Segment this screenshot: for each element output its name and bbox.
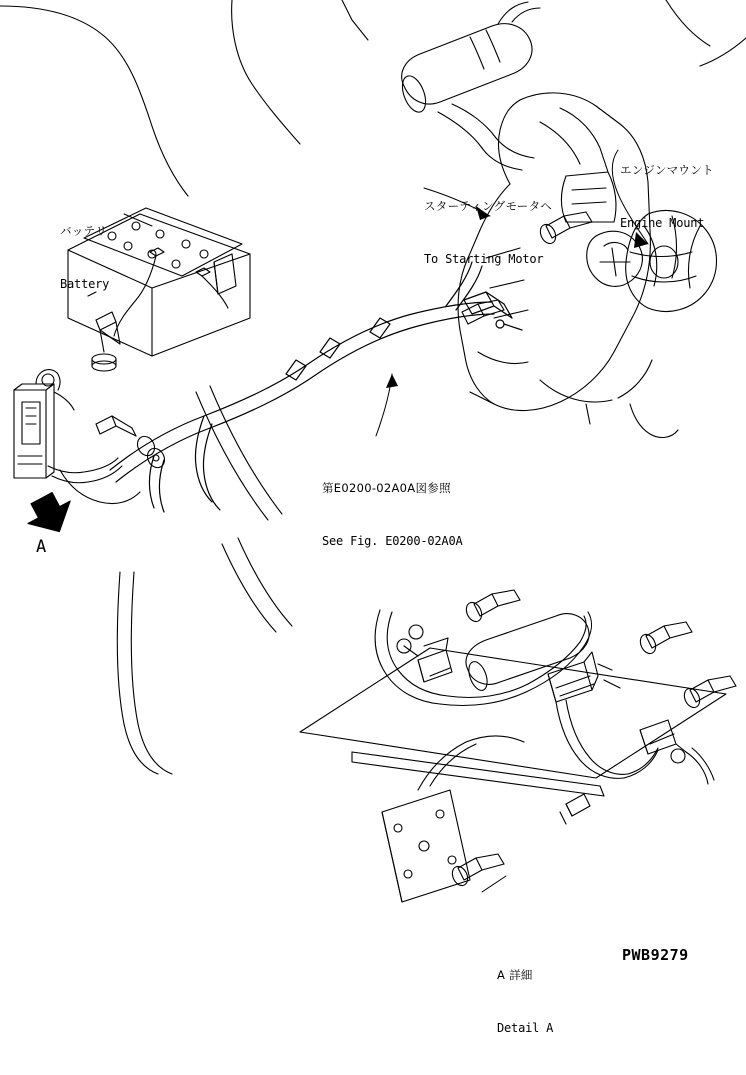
label-to-starting-motor xyxy=(424,160,552,306)
relay-box-assembly xyxy=(14,370,168,504)
label-engine-mount-en: Engine Mount xyxy=(620,216,705,231)
section-marker-a: A xyxy=(36,537,47,557)
label-see-figure-reference xyxy=(322,442,463,588)
label-see-figure-jp: 第E0200-02A0A図参照 xyxy=(322,481,451,496)
label-battery-en: Battery xyxy=(60,277,110,292)
label-see-figure-en: See Fig. E0200-02A0A xyxy=(322,534,463,549)
label-detail-a-jp: A 詳細 xyxy=(497,968,533,983)
section-arrow-a xyxy=(20,487,80,543)
label-engine-mount xyxy=(620,124,714,270)
frame-pipe-lower-left xyxy=(117,386,292,774)
label-battery-jp: バッテリ xyxy=(60,224,108,239)
bolt-detail-top xyxy=(463,590,520,624)
label-to-starting-motor-jp: スターティングモータへ xyxy=(424,199,553,214)
label-to-starting-motor-en: To Starting Motor xyxy=(424,252,544,267)
label-detail-a xyxy=(497,929,553,1075)
bolt-detail-right-upper xyxy=(637,622,692,656)
label-detail-a-en: Detail A xyxy=(497,1021,554,1036)
bolt-detail-center xyxy=(560,794,590,824)
drawing-part-number: PWB9279 xyxy=(622,946,689,964)
label-battery xyxy=(60,185,109,331)
label-engine-mount-jp: エンジンマウント xyxy=(620,163,714,178)
detail-a-assembly xyxy=(300,590,736,902)
